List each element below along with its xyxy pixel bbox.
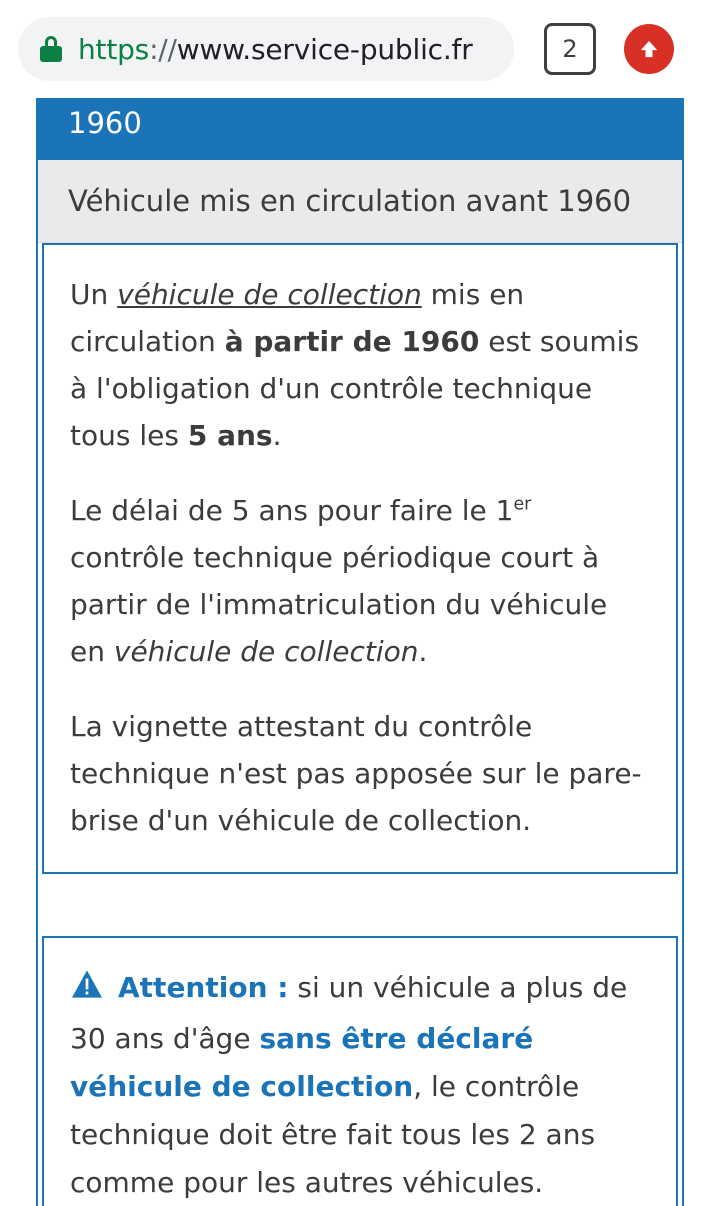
browser-toolbar <box>0 0 720 98</box>
paragraph-1: Un véhicule de collection mis en circulation à partir de 1960 est soumis à l'obligation d'un contrôle technique tous les 5 ans. <box>70 278 640 453</box>
notice-text <box>70 964 650 1206</box>
tab-switcher-button[interactable] <box>544 23 596 75</box>
emphasis-a-partir-de-1960: à partir de 1960 <box>224 325 480 359</box>
notice-text-2: , le contrôle technique doit être fait tous les 2 ans comme pour les autres véhicules. <box>70 1069 596 1199</box>
web-page <box>0 98 720 1206</box>
url-host: www.service-public.fr <box>176 32 473 66</box>
url-text <box>78 33 473 66</box>
term-vehicule-collection-1: véhicule de collection <box>117 278 422 311</box>
update-button[interactable] <box>624 24 674 74</box>
address-bar[interactable] <box>18 17 514 81</box>
accordion-subheader-label: Véhicule mis en circulation avant 1960 <box>68 184 632 218</box>
ordinal-suffix: er <box>513 494 532 515</box>
info-card <box>42 243 678 874</box>
term-vehicule-collection-2: véhicule de collection <box>113 635 419 669</box>
attention-notice <box>42 936 678 1206</box>
notice-label: Attention : <box>118 971 289 1005</box>
section-spacer <box>38 874 682 936</box>
url-separator: :// <box>149 32 177 66</box>
paragraph-2: Le délai de 5 ans pour faire le 1er contrôle technique périodique court à partir de l'immatriculation du véhicule en véhicule de collection. <box>70 494 608 669</box>
accordion-header-label: 1960 <box>68 106 142 140</box>
emphasis-5-ans: 5 ans <box>187 419 273 453</box>
url-scheme: https <box>78 32 150 66</box>
accordion-header[interactable] <box>38 98 682 160</box>
tab-count-label: 2 <box>562 35 578 63</box>
paragraph-3: La vignette attestant du contrôle technique n'est pas apposée sur le pare-brise d'un véhicule de collection. <box>70 710 642 838</box>
notice-text-1: si un véhicule a plus de 30 ans d'âge <box>70 971 628 1055</box>
lock-icon <box>40 36 62 62</box>
up-arrow-icon <box>635 35 663 63</box>
notice-highlight: sans être déclaré véhicule de collection <box>70 1021 534 1103</box>
accordion-subheader[interactable] <box>38 160 682 243</box>
page-content-frame <box>36 98 684 1206</box>
warning-triangle-icon <box>70 966 104 1014</box>
